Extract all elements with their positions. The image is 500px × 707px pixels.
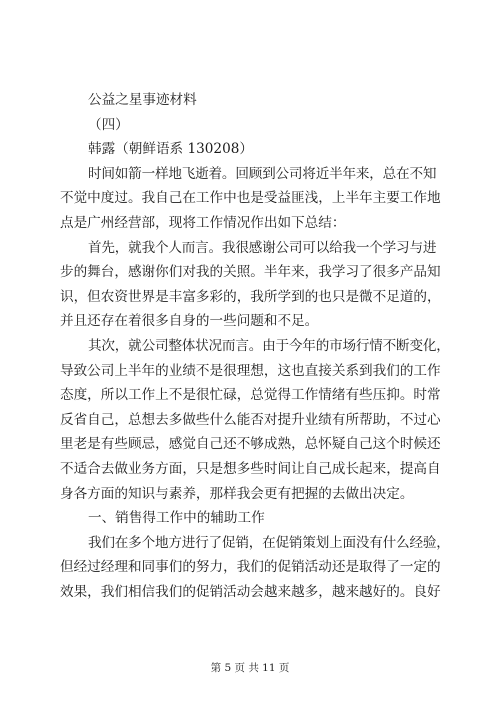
paragraph-line: 点是广州经营部，现将工作情况作出如下总结：	[60, 214, 346, 231]
document-subtitle-number: （四）	[88, 116, 129, 133]
paragraph-line: 不觉中度过。我自己在工作中也是受益匪浅，上半年主要工作地	[60, 190, 441, 207]
paragraph-line: 反省自己，总想去多做些什么能否对提升业绩有所帮助，不过心	[60, 411, 441, 428]
paragraph-line: 识，但农资世界是丰富多彩的，我所学到的也只是微不足道的，	[60, 288, 441, 305]
paragraph-line: 首先，就我个人而言。我很感谢公司可以给我一个学习与进	[88, 239, 437, 256]
document-author-line: 韩露（朝鲜语系 130208）	[88, 141, 253, 158]
paragraph-line: 时间如箭一样地飞逝着。回顾到公司将近半年来，总在不知	[88, 165, 437, 182]
document-title: 公益之星事迹材料	[88, 92, 197, 108]
section-heading: 一、销售得工作中的辅助工作	[88, 510, 265, 527]
page-footer: 第 5 页 共 11 页	[210, 662, 290, 674]
paragraph-line: 步的舞台，感谢你们对我的关照。半年来，我学习了很多产品知	[60, 264, 441, 281]
paragraph-line: 身各方面的知识与素养，那样我会更有把握的去做出决定。	[60, 485, 414, 502]
paragraph-line: 态度，所以工作上不是很忙碌，总觉得工作情绪有些压抑。时常	[60, 387, 441, 404]
paragraph-line: 并且还存在着很多自身的一些问题和不足。	[60, 313, 319, 330]
paragraph-line: 但经过经理和同事们的努力，我们的促销活动还是取得了一定的	[60, 559, 441, 576]
paragraph-line: 其次，就公司整体状况而言。由于今年的市场行情不断变化，	[88, 337, 450, 354]
paragraph-line: 里老是有些顾忌，感觉自己还不够成熟，总怀疑自己这个时候还	[60, 436, 441, 453]
document-body	[60, 88, 450, 604]
paragraph-line: 我们在多个地方进行了促销，在促销策划上面没有什么经验，	[88, 534, 450, 551]
paragraph-line: 导致公司上半年的业绩不是很理想，这也直接关系到我们的工作	[60, 362, 441, 379]
paragraph-line: 效果，我们相信我们的促销活动会越来越多，越来越好的。良好	[60, 583, 441, 600]
paragraph-line: 不适合去做业务方面，只是想多些时间让自己成长起来，提高自	[60, 460, 441, 477]
